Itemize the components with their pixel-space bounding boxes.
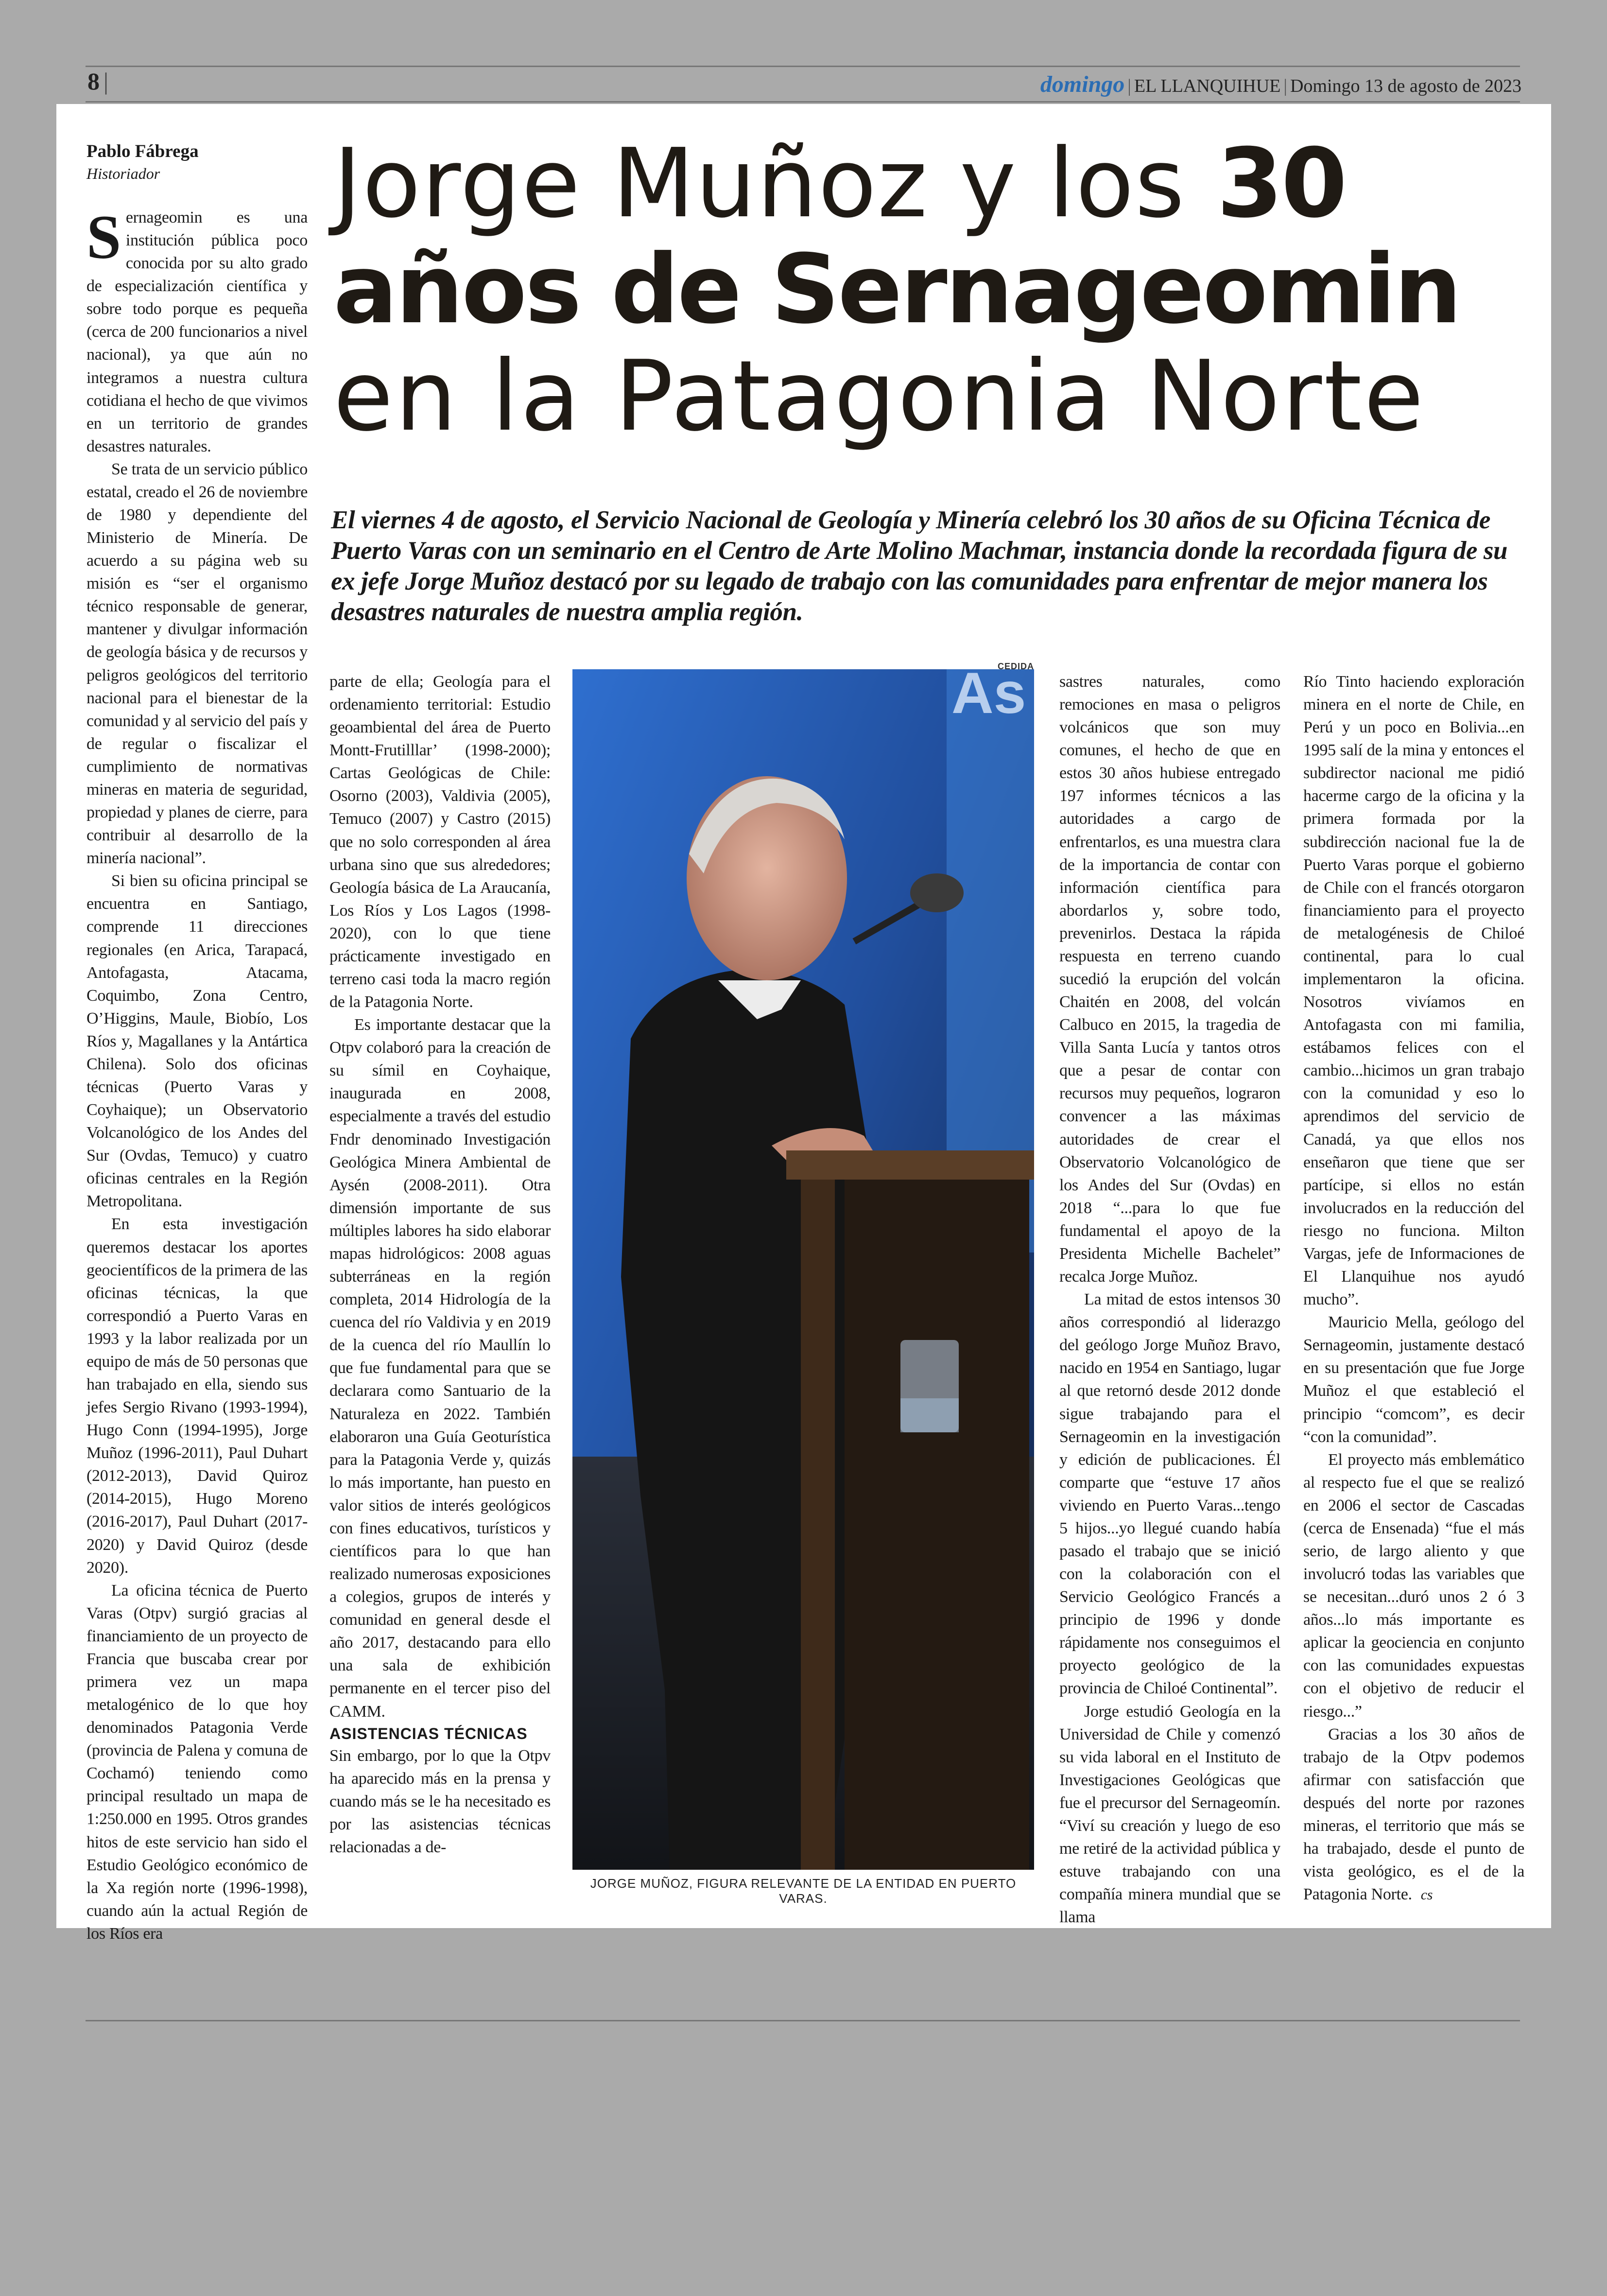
photo-credit: CEDIDA [997,661,1034,671]
screen-text: As [951,669,1026,726]
paragraph: En esta investigación queremos destacar los aportes geocientíficos de la primera de las oficinas técnicas, la que correspondió a Puerto Varas en 1993 y la labor realizada por un equipo de más de 50 personas que han trabajado en ella, siendo sus jefes Sergio Rivano (1993-1994), Hugo Conn (1994-1995), Jorge Muñoz (1996-2011), Paul Duhart (2012-2013), David Quiroz (2014-2015), Hugo Moreno (2016-2017), Paul Duhart (2017-2020) y David Quiroz (desde 2020). [86,1215,308,1577]
top-rule [86,66,1520,67]
paragraph: Gracias a los 30 años de trabajo de la Otpv podemos afirmar con satisfacción que después del norte por razones mineras, el territorio que más se ha trabajado, desde el punto de vista geológico, es el de la Patagonia Norte. cs [1303,1725,1524,1904]
section-logo: domingo [1040,71,1125,97]
issue-date: Domingo 13 de agosto de 2023 [1290,76,1521,96]
paragraph: Sernageomin es una institución pública poco conocida por su alto grado de especialización científica y sobre todo porque es pequeña (cerca de 200 funcionarios a nivel nacional), ya que aún no integramos a nuestra cultura cotidiana el hecho de que vivimos en un territorio de grandes desastres naturales. [86,203,308,455]
paragraph: Río Tinto haciendo exploración minera en el norte de Chile, en Perú y un poco en Bolivia...en 1995 salí de la mina y entonces el subdirector nacional me pidió hacerme cargo de la oficina y la primera formada por la subdirección nacional fue la de Puerto Varas porque el gobierno de Chile con el francés otorgaron financiamiento para el proyecto de metalogénesis de Chiloé continental, para lo cual implementaron la oficina. Nosotros vivíamos en Antofagasta con mi familia, estábamos felices con el cambio...hicimos un gran trabajo con la comunidad y eso lo aprendimos del servicio de Canadá, ya que ellos nos enseñaron que tiene que ser partícipe, si ellos no están involucrados en la reducción del riesgo no funciona. Milton Vargas, jefe de Informaciones de El Llanquihue nos ayudó mucho”. [1303,673,1524,1309]
paragraph: Es importante destacar que la Otpv colaboró para la creación de su símil en Coyhaique, inaugurada en 2008, especialmente a través del estudio Fndr denominado Investigación Geológica Minera Ambiental de Aysén (2008-2011). Otra dimensión importante de sus múltiples labores ha sido elaborar mapas hidrológicos: 2008 aguas subterráneas en la región completa, 2014 Hidrología de la cuenca del río Valdivia y en 2019 de la cuenca del río Maullín lo que fue fundamental para que se declarara como Santuario de la Naturaleza en 2022. También elaboraron una Guía Geoturística para la Patagonia Verde y, quizás lo más importante, han puesto en valor sitios de interés geológicos con fines educativos, turísticos y científicos para lo que han realizado numerosas exposiciones a colegios, grupos de interés y comunidad en general desde el año 2017, destacando para ello una sala de exhibición permanente en el tercer piso del CAMM. [329,1016,551,1721]
author-name: Pablo Fábrega [86,141,199,161]
page-number: 8 | [87,68,109,95]
paragraph: Jorge estudió Geología en la Universidad de Chile y comenzó su vida laboral en el Instituto de Investigaciones Geológicas que fue el precursor del Sernageomín. “Viví su creación y luego de eso me retiré de la actividad pública y estuve trabajando con una compañía minera mundial que se llama [1059,1702,1280,1927]
article-page [56,104,1551,1943]
drop-cap: S [86,203,121,272]
paragraph: El proyecto más emblemático al respecto fue el que se realizó en 2006 el sector de Cascadas (cerca de Ensenada) “fue el más serio, de largo aliento y que involucró todas las variables que se necesitan...duró unos 2 ó 3 años...lo más importante es aplicar la geociencia en conjunto con las comunidades expuestas con el objetivo de reducir el riesgo...” [1303,1450,1524,1721]
byline [86,141,310,183]
paragraph: sastres naturales, como remociones en masa o peligros volcánicos que son muy comunes, el hecho de que en estos 30 años hubiese entregado 197 informes técnicos a las autoridades a cargo de enfrentarlos, es una muestra clara de la importancia de contar con información científica para abordarlos y, sobre todo, prevenirlos. Destaca la rápida respuesta en terreno cuando sucedió la erupción del volcán Chaitén en 2008, del volcán Calbuco en 2015, la tragedia de Villa Santa Lucía y tantos otros que a pesar de contar con recursos muy pequeños, lograron convencer a las máximas autoridades de crear el Observatorio Volcanológico de los Andes del Sur (Ovdas) en 2018 “...para lo que fue fundamental el apoyo de la Presidenta Michelle Bachelet” recalca Jorge Muñoz. [1059,673,1280,1286]
article-photo [572,661,1034,1977]
paragraph: Se trata de un servicio público estatal, creado el 26 de noviembre de 1980 y dependiente del Ministerio de Minería. De acuerdo a su página web su misión es “ser el organismo técnico responsable de generar, mantener y divulgar información de geología básica y de recursos y peligros geológicos del territorio nacional para el bienestar de la comunidad y al servicio del país y de regular o fiscalizar el cumplimiento de normativas mineras en materia de seguridad, propiedad y planes de cierre, para contribuir al desarrollo de la minería nacional”. [86,460,308,868]
headline: Jorge Muñoz y los 30 años de Sernageomin en la Patagonia Norte [333,128,1460,453]
column-4 [1303,670,1524,1906]
paragraph: Si bien su oficina principal se encuentra en Santiago, comprende 11 direcciones regionales (en Arica, Tarapacá, Antofagasta, Atacama, Coquimbo, Zona Centro, O’Higgins, Maule, Biobío, Los Ríos y, Magallanes y la Antártica Chilena). Solo dos oficinas técnicas (Puerto Varas y Coyhaique); un Observatorio Volcanológico de los Andes del Sur (Ovdas, Temuco) y cuatro oficinas centrales en la Región Metropolitana. [86,872,308,1211]
bottom-rule [86,2020,1520,2021]
newspaper-name: EL LLANQUIHUE [1134,76,1281,96]
paragraph: Sin embargo, por lo que la Otpv ha aparecido más en la prensa y cuando más se le ha necesitado es por las asistencias técnicas relacionadas a de- [329,1746,551,1857]
subheading: ASISTENCIAS TÉCNICAS [329,1724,528,1742]
column-2 [329,670,551,1859]
speaker-photo [572,669,1034,1870]
paragraph: Mauricio Mella, geólogo del Sernageomin, justamente destacó en su presentación que fue Jorge Muñoz el que estableció el principio “comcom”, es decir “con la comunidad”. [1303,1313,1524,1446]
running-header: domingo | EL LLANQUIHUE | Domingo 13 de agosto de 2023 [1040,71,1521,97]
header-rule [86,101,1520,103]
column-1 [86,203,308,1945]
paragraph: La oficina técnica de Puerto Varas (Otpv) surgió gracias al financiamiento de un proyecto de Francia que buscaba crear por primera vez un mapa metalogénico de lo que hoy denominados Patagonia Verde (provincia de Palena y comuna de Cochamó) teniendo como principal resultado un mapa de 1:250.000 en 1995. Otros grandes hitos de este servicio han sido el Estudio Geológico económico de la Xa región norte (1996-1998), cuando aún la actual Región de los Ríos era [86,1581,308,1943]
deck-summary: El viernes 4 de agosto, el Servicio Nacional de Geología y Minería celebró los 30 años de su Oficina Técnica de Puerto Varas con un seminario en el Centro de Arte Molino Machmar, instancia donde la recordada figura de su ex jefe Jorge Muñoz destacó por su legado de trabajo con las comunidades para enfrentar de mejor manera los desastres naturales de nuestra amplia región. [331,506,1508,626]
column-3 [1059,670,1280,1929]
paragraph: parte de ella; Geología para el ordenamiento territorial: Estudio geoambiental del área de Puerto Montt-Frutilllar’ (1998-2000); Cartas Geológicas de Chile: Osorno (2003), Valdivia (2005), Temuco (2007) y Castro (2015) que no solo corresponden al área urbana sino que sus alrededores; Geología básica de La Araucanía, Los Ríos y Los Lagos (1998-2020), con lo que tiene prácticamente investigado en terreno casi toda la macro región de la Patagonia Norte. [329,673,551,1011]
paragraph: La mitad de estos intensos 30 años correspondió al liderazgo del geólogo Jorge Muñoz Bravo, nacido en 1954 en Santiago, lugar al que retornó desde 2012 donde sigue trabajando para el Sernageomin en la investigación y edición de publicaciones. Él comparte que “estuve 17 años viviendo en Puerto Varas...tengo 5 hijos...yo llegué cuando había pasado el trabajo que se inició con la colaboración con el Servicio Geológico Francés a principio de 1996 y donde rápidamente nos conseguimos el proyecto geológico de la provincia de Chiloé Continental”. [1059,1290,1280,1698]
author-role: Historiador [86,165,160,182]
end-mark: cs [1420,1887,1433,1903]
photo-caption: JORGE MUÑOZ, FIGURA RELEVANTE DE LA ENTIDAD EN PUERTO VARAS. [590,1876,1017,1906]
